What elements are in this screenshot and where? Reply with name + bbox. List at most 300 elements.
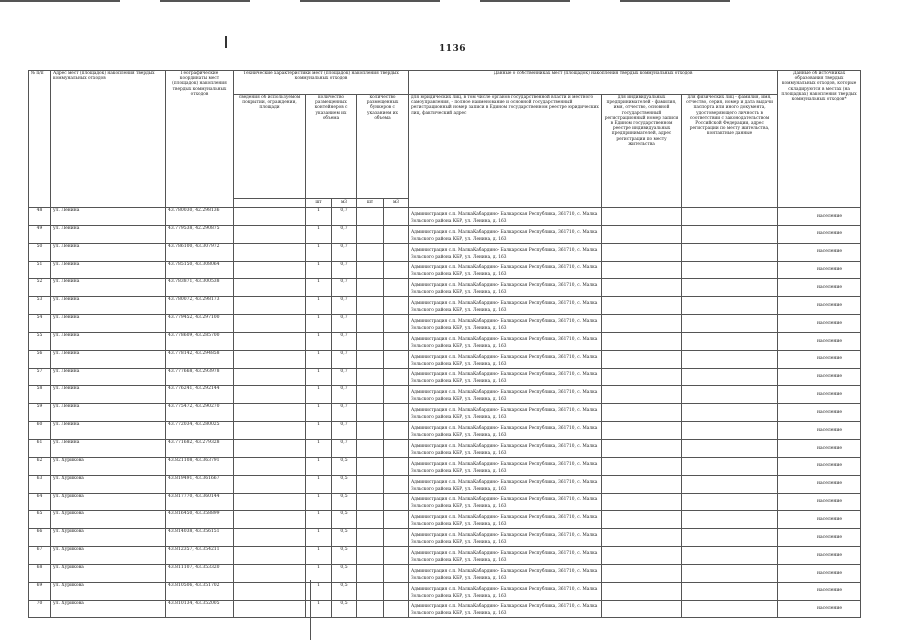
row-bunker-volume	[384, 261, 409, 279]
unit-pcs: шт	[357, 199, 384, 208]
register-table	[28, 70, 861, 618]
row-owner-phys	[682, 332, 778, 350]
row-bunker-count	[357, 261, 384, 279]
row-coords: 43.817770, 43.360144	[166, 493, 234, 511]
row-num: 61	[29, 439, 51, 457]
row-cover	[234, 243, 306, 261]
row-container-count: 1	[306, 547, 332, 565]
row-owner-ip	[602, 208, 682, 226]
table-row	[29, 511, 861, 529]
table-row	[29, 350, 861, 368]
row-num: 64	[29, 493, 51, 511]
row-owner-ip	[602, 350, 682, 368]
row-owner-ip	[602, 422, 682, 440]
row-owner-ip	[602, 493, 682, 511]
row-owner-legal: Администрация с.п. МалкаКабардино- Балкарская Республика, 361710, с. Малка Зольского района КБР, ул. Ленина, д. 163	[409, 582, 602, 600]
row-owner-legal: Администрация с.п. МалкаКабардино- Балкарская Республика, 361710, с. Малка Зольского района КБР, ул. Ленина, д. 163	[409, 547, 602, 565]
header-legal: для юридических лиц, в том числе органов государственной власти и местного самоуправления, - полное наименование и основной государственный регистрационный номер записи в Едином государственном реестре юридических лиц, фактический адрес	[409, 95, 602, 208]
header-phys: для физических лиц - фамилия, имя, отчество, серия, номер и дата выдачи паспорта или иного документа, удостоверяющего личность в соответствии с законодательством Российской Федерации, адрес регистрации по месту жительства, контактные данные	[682, 95, 778, 208]
row-container-count: 1	[306, 315, 332, 333]
row-owner-ip	[602, 600, 682, 618]
row-cover	[234, 368, 306, 386]
row-coords: 43.777668, 43.293978	[166, 368, 234, 386]
row-cover	[234, 511, 306, 529]
row-container-volume: 0,7	[332, 261, 357, 279]
row-cover	[234, 332, 306, 350]
row-bunker-count	[357, 386, 384, 404]
row-container-count: 1	[306, 493, 332, 511]
row-bunker-count	[357, 493, 384, 511]
row-owner-legal: Администрация с.п. МалкаКабардино- Балкарская Республика, 361710, с. Малка Зольского района КБР, ул. Ленина, д. 163	[409, 315, 602, 333]
row-owner-ip	[602, 457, 682, 475]
row-container-volume: 0,5	[332, 511, 357, 529]
row-container-count: 1	[306, 386, 332, 404]
header-num: № п/п	[29, 71, 51, 208]
header-bunkers: количество размещенных бункеров с указанием их объема	[357, 95, 409, 199]
row-owner-phys	[682, 475, 778, 493]
row-bunker-volume	[384, 582, 409, 600]
row-owner-phys	[682, 225, 778, 243]
row-owner-legal: Администрация с.п. МалкаКабардино- Балкарская Республика, 361710, с. Малка Зольского района КБР, ул. Ленина, д. 163	[409, 279, 602, 297]
row-bunker-volume	[384, 208, 409, 226]
row-source: население	[778, 279, 861, 297]
row-coords: 43.771682, 43.279328	[166, 439, 234, 457]
header-sources: Данные об источниках образования твердых коммунальных отходов, которые складируются в местах (на площадках) накопления твердых коммунальных отходов*	[778, 71, 861, 208]
header-coords: Географические координаты мест (площадок) накопления твердых коммунальных отходов	[166, 71, 234, 208]
row-owner-legal: Администрация с.п. МалкаКабардино- Балкарская Республика, 361710, с. Малка Зольского района КБР, ул. Ленина, д. 163	[409, 208, 602, 226]
row-owner-legal: Администрация с.п. МалкаКабардино- Балкарская Республика, 361710, с. Малка Зольского района КБР, ул. Ленина, д. 163	[409, 600, 602, 618]
row-cover	[234, 386, 306, 404]
row-address: ул. Ленина	[51, 439, 166, 457]
row-container-count: 1	[306, 332, 332, 350]
table-row	[29, 225, 861, 243]
row-coords: 43.772034, 43.280025	[166, 422, 234, 440]
row-owner-ip	[602, 529, 682, 547]
row-bunker-volume	[384, 511, 409, 529]
row-container-volume: 0,7	[332, 368, 357, 386]
row-bunker-count	[357, 225, 384, 243]
row-bunker-count	[357, 279, 384, 297]
row-source: население	[778, 547, 861, 565]
row-owner-phys	[682, 208, 778, 226]
row-cover	[234, 404, 306, 422]
table-row	[29, 475, 861, 493]
row-bunker-count	[357, 582, 384, 600]
row-container-count: 1	[306, 208, 332, 226]
row-bunker-volume	[384, 564, 409, 582]
row-bunker-count	[357, 439, 384, 457]
row-bunker-count	[357, 368, 384, 386]
row-source: население	[778, 243, 861, 261]
row-address: ул. Ленина	[51, 261, 166, 279]
row-source: население	[778, 315, 861, 333]
row-num: 70	[29, 600, 51, 618]
row-coords: 43.821108, 43.363791	[166, 457, 234, 475]
row-bunker-volume	[384, 350, 409, 368]
row-bunker-volume	[384, 600, 409, 618]
table-row	[29, 457, 861, 475]
row-coords: 43.779538, 42.290875	[166, 225, 234, 243]
row-owner-legal: Администрация с.п. МалкаКабардино- Балкарская Республика, 361710, с. Малка Зольского района КБР, ул. Ленина, д. 163	[409, 386, 602, 404]
row-bunker-volume	[384, 457, 409, 475]
table-row	[29, 368, 861, 386]
row-container-count: 1	[306, 511, 332, 529]
row-bunker-count	[357, 529, 384, 547]
row-container-volume: 0,5	[332, 547, 357, 565]
row-owner-ip	[602, 297, 682, 315]
row-container-volume: 0,5	[332, 564, 357, 582]
row-owner-ip	[602, 315, 682, 333]
table-row	[29, 332, 861, 350]
table-row	[29, 404, 861, 422]
row-address: ул. Ленина	[51, 386, 166, 404]
row-source: население	[778, 404, 861, 422]
row-container-count: 1	[306, 297, 332, 315]
row-owner-ip	[602, 511, 682, 529]
row-container-volume: 0,7	[332, 439, 357, 457]
row-container-count: 1	[306, 475, 332, 493]
table-row	[29, 582, 861, 600]
row-owner-legal: Администрация с.п. МалкаКабардино- Балкарская Республика, 361710, с. Малка Зольского района КБР, ул. Ленина, д. 163	[409, 457, 602, 475]
row-container-volume: 0,5	[332, 493, 357, 511]
row-owner-phys	[682, 297, 778, 315]
row-container-volume: 0,5	[332, 457, 357, 475]
row-owner-legal: Администрация с.п. МалкаКабардино- Балкарская Республика, 361710, с. Малка Зольского района КБР, ул. Ленина, д. 163	[409, 564, 602, 582]
header-tech: Технические характеристики мест (площадок) накопления твердых коммунальных отходов	[234, 71, 409, 95]
row-coords: 43.811107, 43.353320	[166, 564, 234, 582]
row-owner-legal: Администрация с.п. МалкаКабардино- Балкарская Республика, 361710, с. Малка Зольского района КБР, ул. Ленина, д. 163	[409, 439, 602, 457]
row-owner-legal: Администрация с.п. МалкаКабардино- Балкарская Республика, 361710, с. Малка Зольского района КБР, ул. Ленина, д. 163	[409, 511, 602, 529]
row-coords: 43.783871, 43.300538	[166, 279, 234, 297]
table-row	[29, 422, 861, 440]
row-owner-phys	[682, 582, 778, 600]
unit-m3: м3	[332, 199, 357, 208]
header-containers: количество размещенных контейнеров с указанием их объема	[306, 95, 357, 199]
row-container-count: 1	[306, 404, 332, 422]
row-bunker-count	[357, 350, 384, 368]
row-bunker-volume	[384, 315, 409, 333]
row-address: ул. Ленина	[51, 279, 166, 297]
row-container-volume: 0,7	[332, 243, 357, 261]
row-source: население	[778, 600, 861, 618]
row-cover	[234, 315, 306, 333]
row-owner-legal: Администрация с.п. МалкаКабардино- Балкарская Республика, 361710, с. Малка Зольского района КБР, ул. Ленина, д. 163	[409, 332, 602, 350]
row-container-volume: 0,5	[332, 600, 357, 618]
row-address: ул. Хурикова	[51, 457, 166, 475]
row-owner-phys	[682, 243, 778, 261]
row-source: население	[778, 386, 861, 404]
row-source: население	[778, 439, 861, 457]
row-owner-legal: Администрация с.п. МалкаКабардино- Балкарская Республика, 361710, с. Малка Зольского района КБР, ул. Ленина, д. 163	[409, 243, 602, 261]
row-source: население	[778, 564, 861, 582]
row-address: ул. Ленина	[51, 225, 166, 243]
row-bunker-volume	[384, 386, 409, 404]
row-cover	[234, 493, 306, 511]
row-num: 59	[29, 404, 51, 422]
row-owner-ip	[602, 386, 682, 404]
row-owner-ip	[602, 404, 682, 422]
row-num: 60	[29, 422, 51, 440]
row-cover	[234, 547, 306, 565]
row-owner-legal: Администрация с.п. МалкаКабардино- Балкарская Республика, 361710, с. Малка Зольского района КБР, ул. Ленина, д. 163	[409, 404, 602, 422]
row-container-count: 1	[306, 368, 332, 386]
table-row	[29, 564, 861, 582]
row-bunker-count	[357, 422, 384, 440]
row-container-count: 1	[306, 564, 332, 582]
row-container-count: 1	[306, 529, 332, 547]
row-address: ул. Ленина	[51, 404, 166, 422]
row-owner-phys	[682, 422, 778, 440]
row-source: население	[778, 297, 861, 315]
row-bunker-count	[357, 297, 384, 315]
row-coords: 43.780030, 42.298136	[166, 208, 234, 226]
row-bunker-volume	[384, 279, 409, 297]
header-address: Адрес мест (площадок) накопления твердых коммунальных отходов	[51, 71, 166, 208]
row-bunker-volume	[384, 297, 409, 315]
row-container-volume: 0,7	[332, 350, 357, 368]
row-coords: 43.812357, 43.354211	[166, 547, 234, 565]
row-owner-phys	[682, 493, 778, 511]
table-row	[29, 529, 861, 547]
row-num: 65	[29, 511, 51, 529]
row-owner-phys	[682, 350, 778, 368]
row-source: население	[778, 208, 861, 226]
row-owner-ip	[602, 225, 682, 243]
row-num: 53	[29, 297, 51, 315]
row-bunker-volume	[384, 547, 409, 565]
table-row	[29, 386, 861, 404]
row-address: ул. Хурикова	[51, 600, 166, 618]
row-bunker-volume	[384, 475, 409, 493]
row-coords: 43.810134, 43.352005	[166, 600, 234, 618]
row-address: ул. Хурикова	[51, 529, 166, 547]
row-cover	[234, 564, 306, 582]
row-bunker-volume	[384, 332, 409, 350]
row-num: 52	[29, 279, 51, 297]
row-owner-phys	[682, 600, 778, 618]
row-num: 57	[29, 368, 51, 386]
row-container-volume: 0,7	[332, 315, 357, 333]
header-owners: Данные о собственниках мест (площадок) накопления твердых коммунальных отходов	[409, 71, 778, 95]
row-owner-legal: Администрация с.п. МалкаКабардино- Балкарская Республика, 361710, с. Малка Зольского района КБР, ул. Ленина, д. 163	[409, 368, 602, 386]
row-cover	[234, 439, 306, 457]
row-owner-phys	[682, 368, 778, 386]
row-bunker-volume	[384, 493, 409, 511]
row-source: население	[778, 457, 861, 475]
row-container-count: 1	[306, 600, 332, 618]
row-bunker-volume	[384, 422, 409, 440]
row-container-volume: 0,5	[332, 475, 357, 493]
row-source: население	[778, 582, 861, 600]
row-bunker-count	[357, 547, 384, 565]
row-source: население	[778, 225, 861, 243]
row-container-count: 1	[306, 225, 332, 243]
row-cover	[234, 297, 306, 315]
row-owner-ip	[602, 475, 682, 493]
row-source: население	[778, 529, 861, 547]
row-owner-ip	[602, 332, 682, 350]
row-num: 68	[29, 564, 51, 582]
row-owner-phys	[682, 315, 778, 333]
table-row	[29, 439, 861, 457]
row-cover	[234, 208, 306, 226]
row-cover	[234, 225, 306, 243]
row-bunker-volume	[384, 368, 409, 386]
row-bunker-volume	[384, 404, 409, 422]
row-bunker-count	[357, 511, 384, 529]
row-container-count: 1	[306, 279, 332, 297]
table-row	[29, 547, 861, 565]
row-coords: 43.810506, 43.351702	[166, 582, 234, 600]
row-owner-ip	[602, 547, 682, 565]
row-address: ул. Ленина	[51, 297, 166, 315]
row-container-volume: 0,7	[332, 422, 357, 440]
header-ip: для индивидуальных предпринимателей - фамилия, имя, отчество, основной государственный регистрационный номер записи в Едином государственном реестре индивидуальных предпринимателей, адрес регистрации по месту жительства	[602, 95, 682, 208]
row-num: 50	[29, 243, 51, 261]
table-row	[29, 261, 861, 279]
row-container-volume: 0,7	[332, 297, 357, 315]
scan-top-edge	[300, 0, 440, 2]
scan-top-edge	[0, 0, 120, 2]
row-source: население	[778, 332, 861, 350]
row-owner-ip	[602, 582, 682, 600]
row-bunker-count	[357, 457, 384, 475]
row-source: население	[778, 350, 861, 368]
row-bunker-volume	[384, 439, 409, 457]
row-cover	[234, 422, 306, 440]
row-container-volume: 0,7	[332, 208, 357, 226]
row-address: ул. Ленина	[51, 422, 166, 440]
row-container-volume: 0,5	[332, 582, 357, 600]
row-owner-phys	[682, 564, 778, 582]
table-row	[29, 600, 861, 618]
row-num: 62	[29, 457, 51, 475]
row-coords: 43.816450, 43.358899	[166, 511, 234, 529]
row-num: 55	[29, 332, 51, 350]
register-rows	[29, 208, 861, 618]
row-coords: 43.819491, 43.361667	[166, 475, 234, 493]
row-cover	[234, 582, 306, 600]
row-address: ул. Хурикова	[51, 547, 166, 565]
row-owner-phys	[682, 547, 778, 565]
row-bunker-volume	[384, 243, 409, 261]
row-container-count: 1	[306, 261, 332, 279]
row-owner-legal: Администрация с.п. МалкаКабардино- Балкарская Республика, 361710, с. Малка Зольского района КБР, ул. Ленина, д. 163	[409, 422, 602, 440]
row-owner-legal: Администрация с.п. МалкаКабардино- Балкарская Республика, 361710, с. Малка Зольского района КБР, ул. Ленина, д. 163	[409, 350, 602, 368]
row-bunker-volume	[384, 529, 409, 547]
row-bunker-count	[357, 208, 384, 226]
table-row	[29, 297, 861, 315]
row-owner-phys	[682, 404, 778, 422]
row-bunker-count	[357, 243, 384, 261]
row-bunker-count	[357, 332, 384, 350]
row-address: ул. Ленина	[51, 208, 166, 226]
row-bunker-count	[357, 404, 384, 422]
table-row	[29, 208, 861, 226]
row-coords: 43.814038, 43.356151	[166, 529, 234, 547]
row-num: 54	[29, 315, 51, 333]
row-num: 69	[29, 582, 51, 600]
row-source: население	[778, 493, 861, 511]
unit-pcs: шт	[306, 199, 332, 208]
row-owner-ip	[602, 368, 682, 386]
row-container-count: 1	[306, 439, 332, 457]
row-coords: 43.779452, 43.297100	[166, 315, 234, 333]
row-owner-phys	[682, 529, 778, 547]
row-owner-legal: Администрация с.п. МалкаКабардино- Балкарская Республика, 361710, с. Малка Зольского района КБР, ул. Ленина, д. 163	[409, 529, 602, 547]
row-container-volume: 0,5	[332, 529, 357, 547]
row-owner-legal: Администрация с.п. МалкаКабардино- Балкарская Республика, 361710, с. Малка Зольского района КБР, ул. Ленина, д. 163	[409, 475, 602, 493]
row-source: население	[778, 422, 861, 440]
row-container-volume: 0,7	[332, 404, 357, 422]
row-bunker-count	[357, 564, 384, 582]
table-row	[29, 279, 861, 297]
row-container-count: 1	[306, 422, 332, 440]
row-coords: 43.775472, 43.290270	[166, 404, 234, 422]
row-address: ул. Хурикова	[51, 475, 166, 493]
row-num: 66	[29, 529, 51, 547]
row-num: 51	[29, 261, 51, 279]
row-owner-ip	[602, 439, 682, 457]
table-row	[29, 315, 861, 333]
unit-m3: м3	[384, 199, 409, 208]
row-source: население	[778, 475, 861, 493]
row-coords: 43.785150, 43.308064	[166, 261, 234, 279]
row-num: 56	[29, 350, 51, 368]
row-owner-legal: Администрация с.п. МалкаКабардино- Балкарская Республика, 361710, с. Малка Зольского района КБР, ул. Ленина, д. 163	[409, 493, 602, 511]
row-container-count: 1	[306, 350, 332, 368]
row-address: ул. Хурикова	[51, 582, 166, 600]
row-container-volume: 0,7	[332, 279, 357, 297]
page-number: 1136	[438, 44, 467, 54]
row-cover	[234, 279, 306, 297]
row-coords: 43.780072, 43.298173	[166, 297, 234, 315]
row-address: ул. Хурикова	[51, 493, 166, 511]
row-coords: 43.776241, 43.292144	[166, 386, 234, 404]
row-coords: 43.778142, 43.294858	[166, 350, 234, 368]
row-bunker-count	[357, 315, 384, 333]
row-source: население	[778, 261, 861, 279]
row-container-count: 1	[306, 582, 332, 600]
row-bunker-volume	[384, 225, 409, 243]
row-bunker-count	[357, 600, 384, 618]
row-num: 48	[29, 208, 51, 226]
row-address: ул. Ленина	[51, 315, 166, 333]
row-num: 58	[29, 386, 51, 404]
row-container-count: 1	[306, 457, 332, 475]
row-address: ул. Ленина	[51, 243, 166, 261]
row-owner-ip	[602, 261, 682, 279]
scan-top-edge	[480, 0, 570, 2]
row-owner-phys	[682, 457, 778, 475]
row-coords: 43.778609, 43.285700	[166, 332, 234, 350]
row-owner-phys	[682, 279, 778, 297]
row-owner-ip	[602, 279, 682, 297]
row-address: ул. Ленина	[51, 350, 166, 368]
row-address: ул. Ленина	[51, 368, 166, 386]
row-owner-phys	[682, 261, 778, 279]
row-cover	[234, 529, 306, 547]
row-cover	[234, 457, 306, 475]
row-owner-phys	[682, 386, 778, 404]
row-address: ул. Хурикова	[51, 511, 166, 529]
row-container-count: 1	[306, 243, 332, 261]
table-row	[29, 493, 861, 511]
scan-top-edge	[160, 0, 250, 2]
row-owner-ip	[602, 564, 682, 582]
row-cover	[234, 261, 306, 279]
row-cover	[234, 475, 306, 493]
